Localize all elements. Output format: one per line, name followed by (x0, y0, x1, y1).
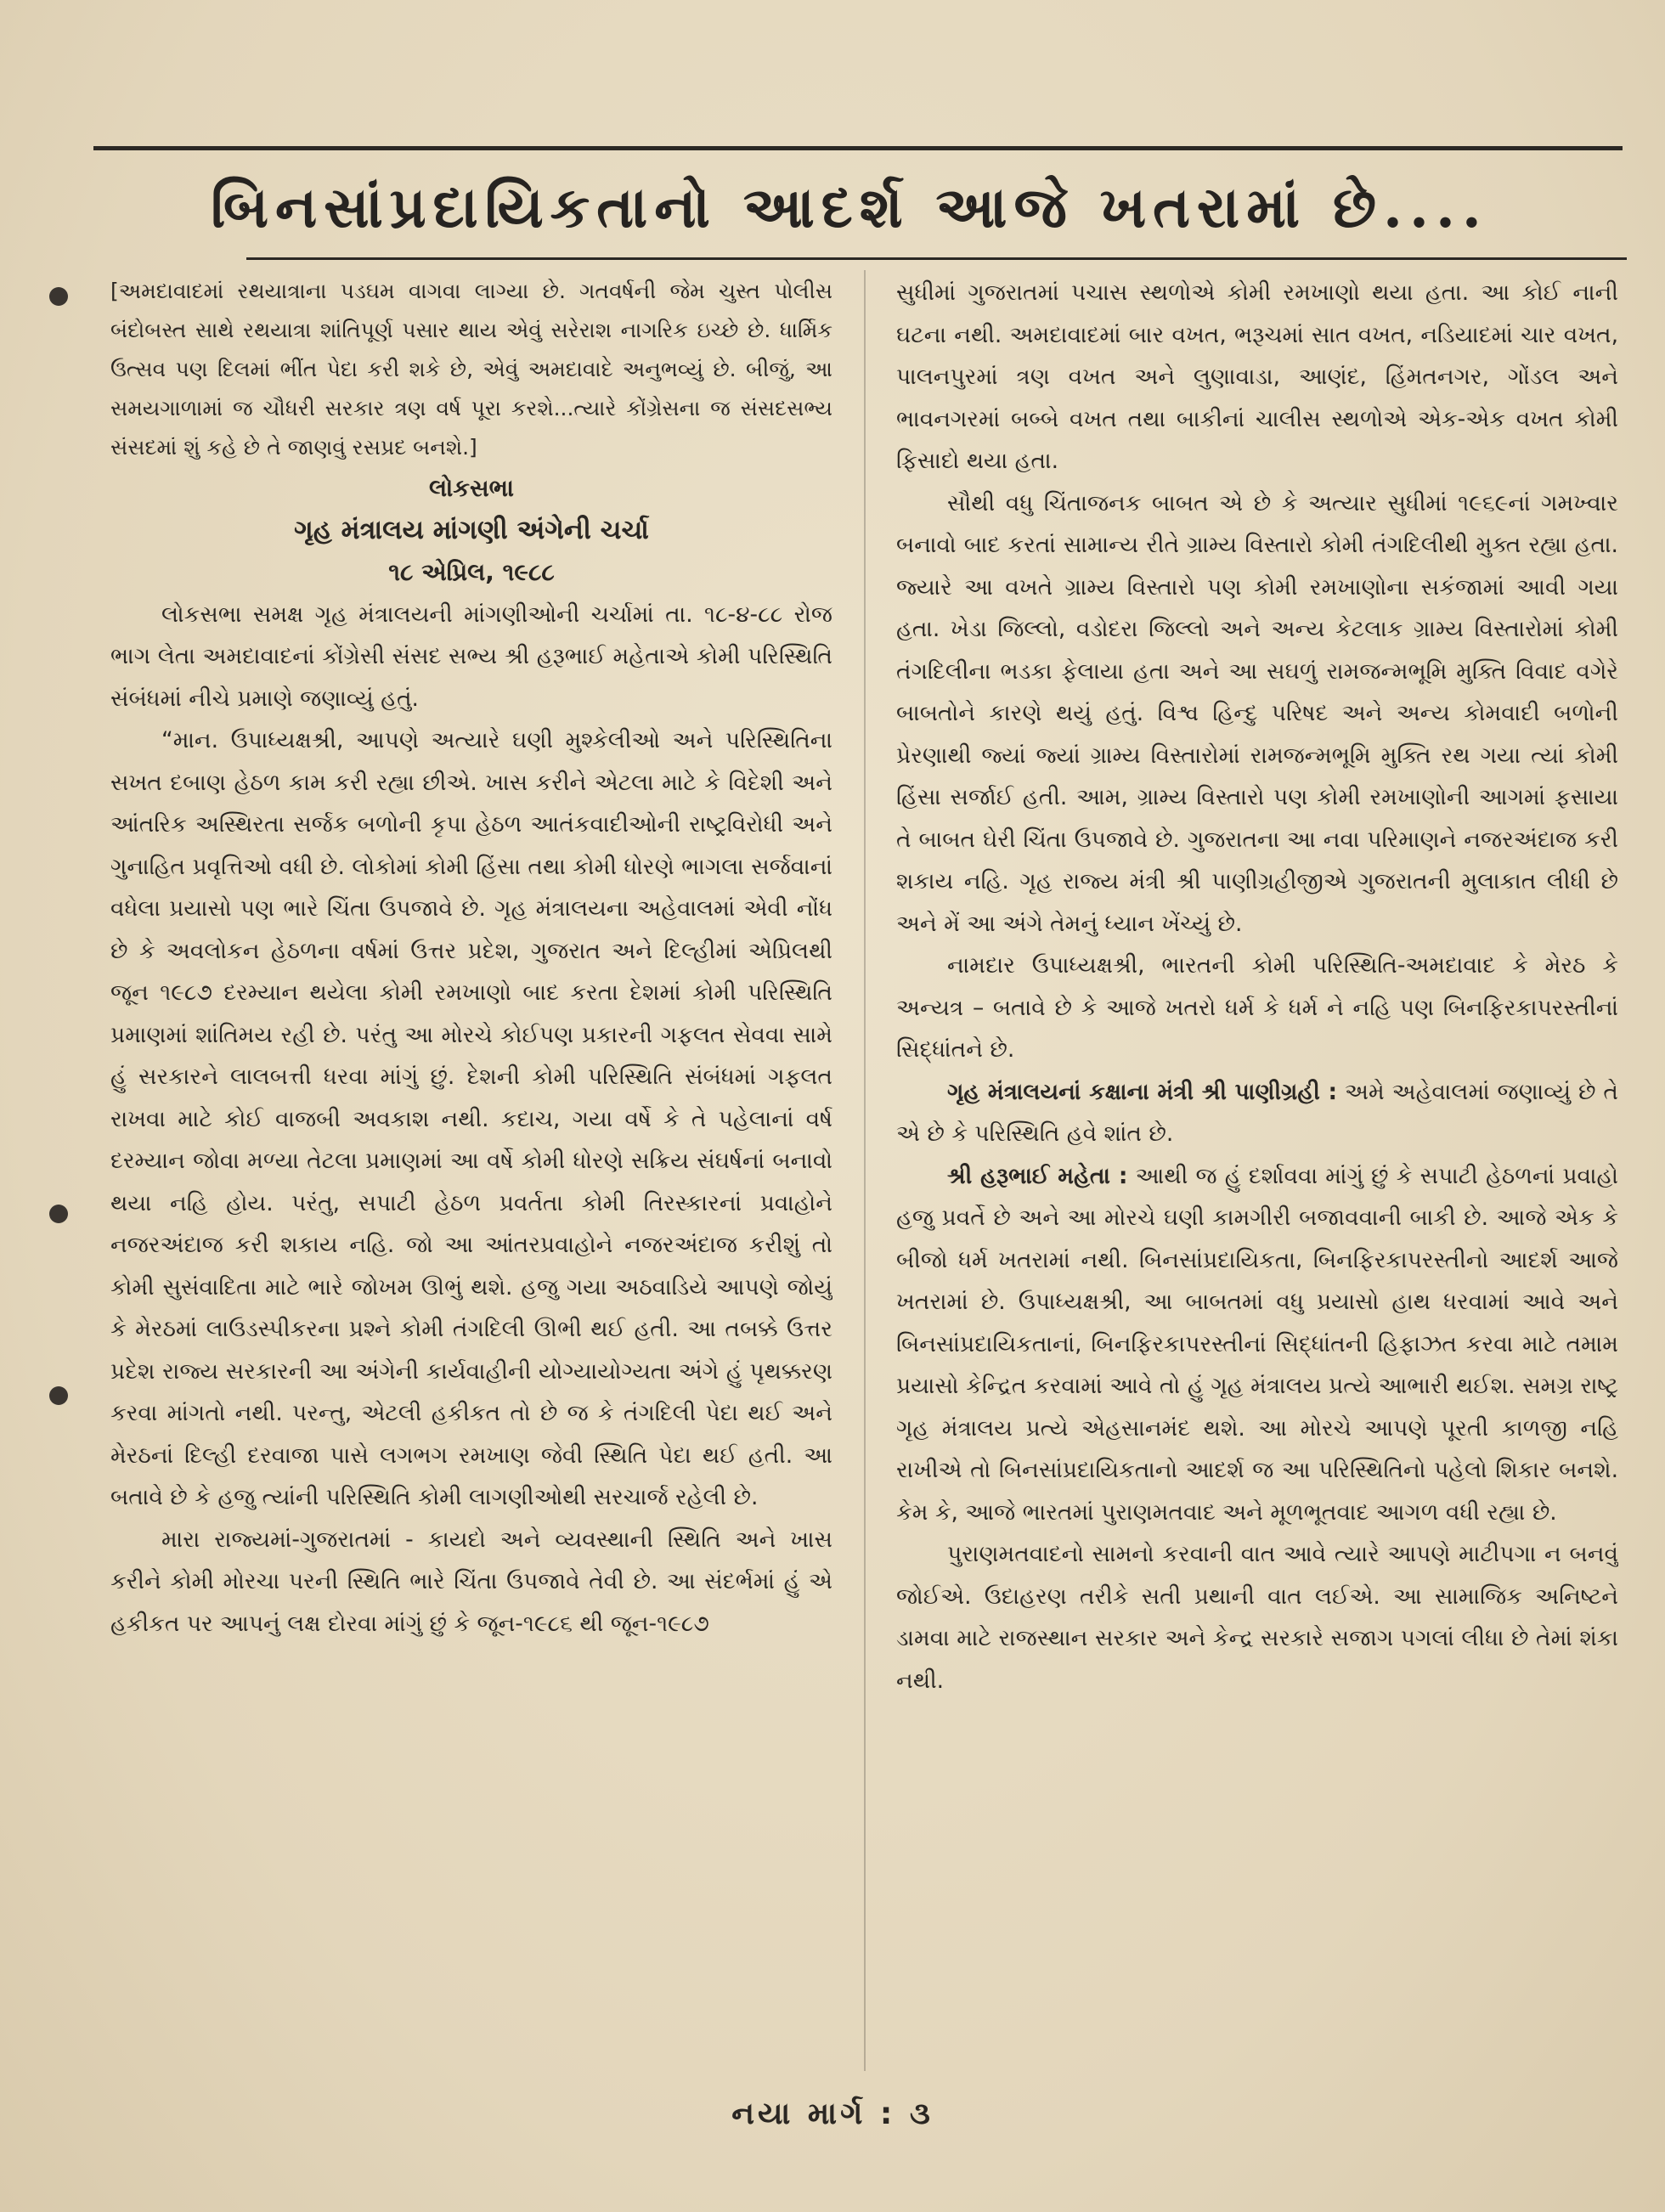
right-column (896, 272, 1618, 2073)
date-line: ૧૮ એપ્રિલ, ૧૯૮૮ (388, 558, 555, 586)
speaker-name: ગૃહ મંત્રાલયનાં કક્ષાના મંત્રી શ્રી પાણીગ્રહી : (947, 1078, 1338, 1105)
speaker-name: શ્રી હરૂભાઈ મહેતા : (947, 1162, 1128, 1189)
binding-hole-top (49, 287, 68, 306)
paragraph: “માન. ઉપાધ્યક્ષશ્રી, આપણે અત્યારે ઘણી મુશ્કેલીઓ અને પરિસ્થિતિના સખત દબાણ હેઠળ કામ કરી રહ્યા છીએ. ખાસ કરીને એટલા માટે કે વિદેશી અને આંતરિક અસ્થિરતા સર્જક બળોની કૃપા હેઠળ આતંકવાદીઓની રાષ્ટ્રવિરોધી અને ગુનાહિત પ્રવૃત્તિઓ વધી છે. લોકોમાં કોમી હિંસા તથા કોમી ધોરણે ભાગલા સર્જવાનાં વધેલા પ્રયાસો પણ ભારે ચિંતા ઉપજાવે છે. ગૃહ મંત્રાલયના અહેવાલમાં એવી નોંધ છે કે અવલોકન હેઠળના વર્ષમાં ઉત્તર પ્રદેશ, ગુજરાત અને દિલ્હીમાં એપ્રિલથી જૂન ૧૯૮૭ દરમ્યાન થયેલા કોમી રમખાણો બાદ કરતા દેશમાં કોમી પરિસ્થિતિ પ્રમાણમાં શાંતિમય રહી છે. પરંતુ આ મોરચે કોઈપણ પ્રકારની ગફલત સેવવા સામે હું સરકારને લાલબત્તી ધરવા માંગું છું. દેશની કોમી પરિસ્થિતિ સંબંધમાં ગફલત રાખવા માટે કોઈ વાજબી અવકાશ નથી. કદાચ, ગયા વર્ષે કે તે પહેલાનાં વર્ષ દરમ્યાન જોવા મળ્યા તેટલા પ્રમાણમાં આ વર્ષે કોમી ધોરણે સક્રિય સંઘર્ષનાં બનાવો થયા નહિ હોય. પરંતુ, સપાટી હેઠળ પ્રવર્તતા કોમી તિરસ્કારનાં પ્રવાહોને નજરઅંદાજ કરી શકાય નહિ. જો આ આંતરપ્રવાહોને નજરઅંદાજ કરીશું તો કોમી સુસંવાદિતા માટે ભારે જોખમ ઊભું થશે. હજુ ગયા અઠવાડિયે આપણે જોયું કે મેરઠમાં લાઉડસ્પીકરના પ્રશ્ને કોમી તંગદિલી ઊભી થઈ હતી. આ તબક્કે ઉત્તર પ્રદેશ રાજ્ય સરકારની આ અંગેની કાર્યવાહીની યોગ્યાયોગ્યતા અંગે હું પૃથક્કરણ કરવા માંગતો નથી. પરન્તુ, એટલી હકીકત તો છે જ કે તંગદિલી પેદા થઈ અને મેરઠનાં દિલ્હી દરવાજા પાસે લગભગ રમખાણ જેવી સ્થિતિ પેદા થઈ હતી. આ બતાવે છે કે હજુ ત્યાંની પરિસ્થિતિ કોમી લાગણીઓથી સરચાર્જ રહેલી છે. (110, 727, 832, 1510)
page-footer: નયા માર્ગ : ૩ (731, 2096, 934, 2131)
column-divider (864, 270, 866, 2071)
binding-hole-middle (49, 1205, 68, 1223)
paragraph: લોકસભા સમક્ષ ગૃહ મંત્રાલયની માંગણીઓની ચર્ચામાં તા. ૧૮-૪-૮૮ રોજ ભાગ લેતા અમદાવાદનાં કોંગ્રેસી સંસદ સભ્ય શ્રી હરૂભાઈ મહેતાએ કોમી પરિસ્થિતિ સંબંધમાં નીચે પ્રમાણે જણાવ્યું હતું. (110, 601, 832, 712)
speech-mehta (896, 1155, 1618, 1534)
intro-note: [અમદાવાદમાં રથયાત્રાના પડઘમ વાગવા લાગ્યા છે. ગતવર્ષની જેમ ચુસ્ત પોલીસ બંદોબસ્ત સાથે રથયાત્રા શાંતિપૂર્ણ પસાર થાય એવું સરેરાશ નાગરિક ઇચ્છે છે. ધાર્મિક ઉત્સવ પણ દિલમાં ભીંત પેદા કરી શકે છે, એવું અમદાવાદે અનુભવ્યું છે. બીજું, આ સમયગાળામાં જ ચૌધરી સરકાર ત્રણ વર્ષ પૂરા કરશે...ત્યારે કોંગ્રેસના જ સંસદસભ્ય સંસદમાં શું કહે છે તે જાણવું રસપ્રદ બનશે.] (110, 279, 832, 460)
speech-minister (896, 1071, 1618, 1155)
subtitle: ગૃહ મંત્રાલય માંગણી અંગેની ચર્ચા (294, 514, 649, 545)
binding-hole-lower (49, 1386, 68, 1405)
top-rule (93, 146, 1623, 150)
speech-text: અમે અહેવાલમાં જણાવ્યું છે તે એ છે કે પરિસ્થિતિ હવે શાંત છે. (896, 1078, 1618, 1147)
paragraph: નામદાર ઉપાધ્યક્ષશ્રી, ભારતની કોમી પરિસ્થિતિ-અમદાવાદ કે મેરઠ કે અન્યત્ર – બતાવે છે કે આજે ખતરો ધર્મ કે ધર્મ ને નહિ પણ બિનફિરકાપરસ્તીનાં સિદ્ધાંતને છે. (896, 952, 1618, 1063)
section-heading: લોકસભા (429, 474, 514, 502)
speech-text: આથી જ હું દર્શાવવા માંગું છું કે સપાટી હેઠળનાં પ્રવાહો હજુ પ્રવર્તે છે અને આ મોરચે ઘણી કામગીરી બજાવવાની બાકી છે. આજે એક કે બીજો ધર્મ ખતરામાં નથી. બિનસાંપ્રદાયિકતા, બિનફિરકાપરસ્તીનો આદર્શ આજે ખતરામાં છે. ઉપાધ્યક્ષશ્રી, આ બાબતમાં વધુ પ્રયાસો હાથ ધરવામાં આવે અને બિનસાંપ્રદાયિકતાનાં, બિનફિરકાપરસ્તીનાં સિદ્ધાંતની હિફાઝત કરવા માટે તમામ પ્રયાસો કેન્દ્રિત કરવામાં આવે તો હું ગૃહ મંત્રાલય પ્રત્યે આભારી થઈશ. સમગ્ર રાષ્ટ્ર ગૃહ મંત્રાલય પ્રત્યે એહસાનમંદ થશે. આ મોરચે આપણે પૂરતી કાળજી નહિ રાખીએ તો બિનસાંપ્રદાયિકતાનો આદર્શ જ આ પરિસ્થિતિનો પહેલો શિકાર બનશે. કેમ કે, આજે ભારતમાં પુરાણમતવાદ અને મૂળભૂતવાદ આગળ વધી રહ્યા છે. (896, 1162, 1618, 1526)
headline: બિનસાંપ્રદાયિકતાનો આદર્શ આજે ખતરામાં છે.... (211, 174, 1488, 240)
left-column (110, 272, 832, 2073)
headline-bottom-rule (246, 257, 1627, 260)
paragraph: સુધીમાં ગુજરાતમાં પચાસ સ્થળોએ કોમી રમખાણો થયા હતા. આ કોઈ નાની ઘટના નથી. અમદાવાદમાં બાર વખત, ભરૂચમાં સાત વખત, નડિયાદમાં ચાર વખત, પાલનપુરમાં ત્રણ વખત અને લુણાવાડા, આણંદ, હિંમતનગર, ગોંડલ અને ભાવનગરમાં બબ્બે વખત તથા બાકીનાં ચાલીસ સ્થળોએ એક-એક વખત કોમી ફિસાદો થયા હતા. (896, 279, 1618, 474)
paragraph: સૌથી વધુ ચિંતાજનક બાબત એ છે કે અત્યાર સુધીમાં ૧૯૬૯નાં ગમખ્વાર બનાવો બાદ કરતાં સામાન્ય રીતે ગ્રામ્ય વિસ્તારો કોમી તંગદિલીથી મુક્ત રહ્યા હતા. જ્યારે આ વખતે ગ્રામ્ય વિસ્તારો પણ કોમી રમખાણોના સકંજામાં આવી ગયા હતા. ખેડા જિલ્લો, વડોદરા જિલ્લો અને અન્ય કેટલાક ગ્રામ્ય વિસ્તારોમાં કોમી તંગદિલીના ભડકા ફેલાયા હતા અને આ સઘળું રામજન્મભૂમિ મુક્તિ વિવાદ વગેરે બાબતોને કારણે થયું હતું. વિશ્વ હિન્દુ પરિષદ અને અન્ય કોમવાદી બળોની પ્રેરણાથી જ્યાં જ્યાં ગ્રામ્ય વિસ્તારોમાં રામજન્મભૂમિ મુક્તિ રથ ગયા ત્યાં કોમી હિંસા સર્જાઈ હતી. આમ, ગ્રામ્ય વિસ્તારો પણ કોમી રમખાણોની આગમાં ફસાયા તે બાબત ઘેરી ચિંતા ઉપજાવે છે. ગુજરાતના આ નવા પરિમાણને નજરઅંદાજ કરી શકાય નહિ. ગૃહ રાજ્ય મંત્રી શ્રી પાણીગ્રહીજીએ ગુજરાતની મુલાકાત લીધી છે અને મેં આ અંગે તેમનું ધ્યાન ખેંચ્યું છે. (896, 489, 1618, 937)
paragraph: મારા રાજ્યમાં-ગુજરાતમાં - કાયદો અને વ્યવસ્થાની સ્થિતિ અને ખાસ કરીને કોમી મોરચા પરની સ્થિતિ ભારે ચિંતા ઉપજાવે તેવી છે. આ સંદર્ભમાં હું એ હકીકત પર આપનું લક્ષ દોરવા માંગું છું કે જૂન-૧૯૮૬ થી જૂન-૧૯૮૭ (110, 1526, 832, 1637)
paragraph: પુરાણમતવાદનો સામનો કરવાની વાત આવે ત્યારે આપણે માટીપગા ન બનવું જોઈએ. ઉદાહરણ તરીકે સતી પ્રથાની વાત લઈએ. આ સામાજિક અનિષ્ટને ડામવા માટે રાજસ્થાન સરકાર અને કેન્દ્ર સરકારે સજાગ પગલાં લીધા છે તેમાં શંકા નથી. (896, 1541, 1618, 1694)
